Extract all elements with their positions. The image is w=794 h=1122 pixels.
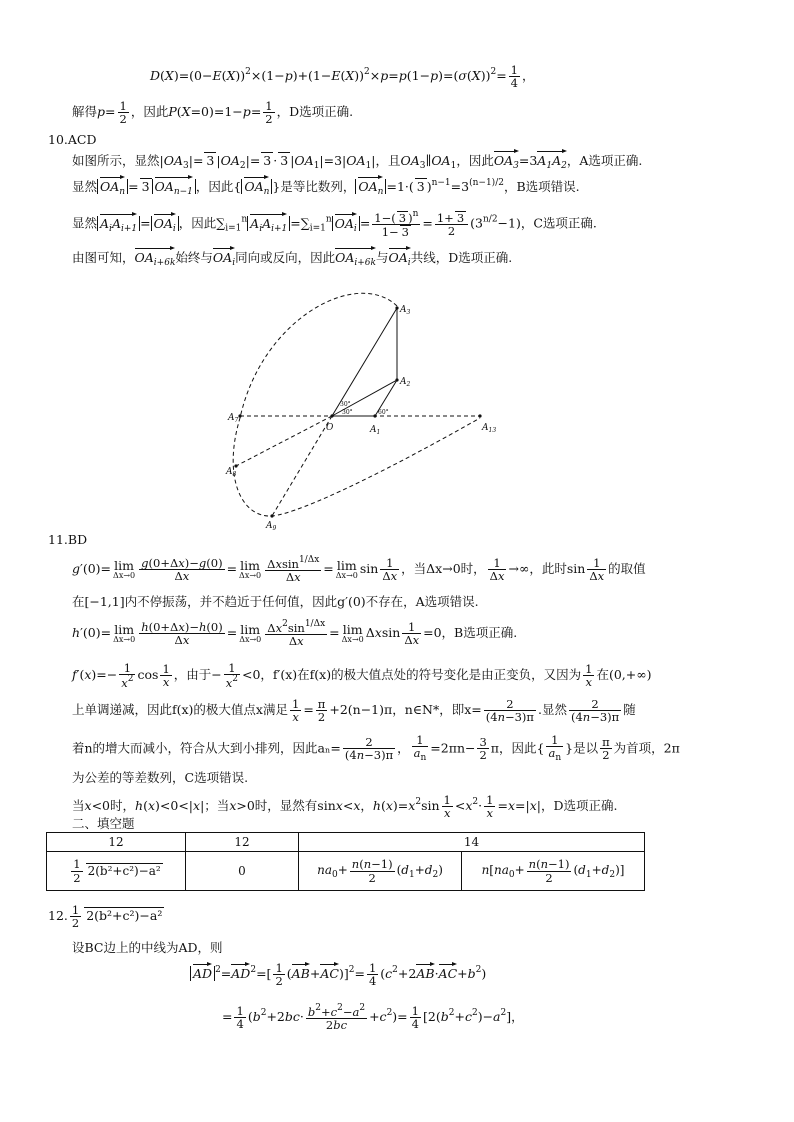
label-a7: $A_7$	[228, 413, 239, 424]
point-a8	[234, 464, 237, 467]
spiral-figure	[222, 278, 522, 538]
label-a8: $A_8$	[226, 467, 237, 478]
q10-line4: 由图可知，$OA_{i+6k}$始终与$OA_i$同向或反向，因此$OA_{i+6k}$与$OA_i$共线，D选项正确.	[72, 250, 513, 268]
section9-formula: $D(X)=(0-E(X))^2\times(1-p)+(1-E(X))^2\times p=p(1-p)=(\sigma(X))^2=$ $\frac{1}{4}$ ，	[150, 63, 535, 91]
table-answer-row	[47, 852, 645, 891]
angle-label-1: 30°	[340, 401, 351, 408]
angle-label-3: 60°	[378, 409, 389, 416]
angle-label-2: 30°	[342, 409, 353, 416]
q10-line3: 显然 $A_iA_{i+1} = OA_i$ ，因此$\sum_{i=1}^n$ $A_iA_{i+1} =\sum_{i=1}^n$ $OA_i$ = $\frac{1-( 3 )^n}{1- 3}$ = $\frac{1+ 3}{2}$ $(3^{n/2}-1)$，C选项正确.	[72, 209, 597, 240]
answer-table	[46, 832, 645, 891]
header-cell-14: 14	[299, 833, 645, 852]
answer-cell-14b: $n[na_0+$ $\frac{n(n-1)}{2}$ $(d_1+d_2)$]	[462, 852, 645, 891]
point-a7	[238, 414, 241, 417]
q11-line8: 当x<0时，h(x)<0<|x|；当x>0时，显然有sinx<x，$h(x)=x^2\sin$ $\frac{1}{x}$ $<x^2\cdot$ $\frac{1}{x}$ =x=|x|，D选项正确.	[72, 793, 618, 821]
label-o: O	[326, 423, 334, 433]
point-a9	[270, 514, 273, 517]
label-a3: $A_3$	[400, 305, 411, 316]
q11-line1: g′(0)= lim Δx→0 $\frac{g(0+\Delta x)-g(0)}{\Delta x}$ = lim Δx→0 $\frac{\Delta xsin^{1/\Delta x}}{\Delta x}$ = lim Δx→0 sin $\frac{1}{\Delta x}$ ，当Δx→0时， $\frac{1}{\Delta x}$ →∞，此时sin $\frac{1}{\Delta x}$ 的取值	[72, 555, 646, 585]
answer-cell-12b: 0	[186, 852, 299, 891]
section9-solve: 解得p= $\frac{1}{2}$ ，因此P(X=0)=1−p= $\frac{1}{2}$ ，D选项正确.	[72, 99, 354, 127]
label-a2: $A_2$	[400, 377, 411, 388]
q10-line1: 如图所示，显然$|OA_3|= 3$ $|OA_2|= 3 \cdot 3$ $|OA_1|=3|OA_1|$，且$OA_3\parallel OA_1$，因此$OA_3=3A_1A_2$，A选项正确.	[72, 153, 643, 171]
dashed-line-o-a9	[272, 416, 332, 516]
label-a1: $A_1$	[370, 425, 381, 436]
q11-line5: 上单调递减，因此f(x)的极大值点x满足 $\frac{1}{x}$ = $\frac{\pi}{2}$ +2(n−1)π，n∈N*，即x= $\frac{2}{(4n-3)\pi}$ .显然 $\frac{2}{(4n-3)\pi}$ 随	[72, 697, 636, 725]
answer-cell-14a: $na_0+$ $\frac{n(n-1)}{2}$ $(d_1+d_2)$	[299, 852, 462, 891]
q11-line6: 着n的增大而减小，符合从大到小排列，因此aₙ= $\frac{2}{(4n-3)\pi}$ ， $\frac{1}{a_n}$ =2πn− $\frac{3}{2}$ π，因此{ $\frac{1}{a_n}$ }是以 $\frac{\pi}{2}$ 为首项，2π	[72, 733, 680, 764]
header-cell-12b: 12	[186, 833, 299, 852]
label-a9: $A_9$	[266, 521, 277, 532]
point-o	[330, 414, 333, 417]
q11-line7: 为公差的等差数列，C选项错误.	[72, 770, 249, 785]
dashed-line-o-a8	[236, 416, 332, 466]
q11-heading: 11.BD	[48, 532, 88, 547]
header-cell-12a: 12	[47, 833, 186, 852]
q10-line2: 显然 $OA_n = 3$ $OA_{n-1}$ ，因此{ $OA_n$ }是等比数列， $OA_n =1\cdot$( 3 )$^{n-1}=3^{(n-1)/2}$，B选项错误.	[72, 178, 580, 197]
q12-line1: 设BC边上的中线为AD，则	[72, 940, 223, 955]
point-a3	[395, 306, 398, 309]
point-a13	[478, 414, 481, 417]
table-header-row	[47, 833, 645, 852]
q11-line3: h′(0)= lim Δx→0 $\frac{h(0+\Delta x)-h(0)}{\Delta x}$ = lim Δx→0 $\frac{\Delta x^2\sin^{1/\Delta x}}{\Delta x}$ = lim Δx→0 Δxsin $\frac{1}{\Delta x}$ =0，B选项正确.	[72, 619, 518, 649]
point-a2	[395, 378, 398, 381]
q10-heading: 10.ACD	[48, 132, 97, 147]
q12-line2: AD $^2=AD^2=$[ $\frac{1}{2}$ (AB+AC)]$^2$= $\frac{1}{4}$ $(c^2+2AB\cdot AC+b^2)$	[190, 962, 486, 987]
q11-line2: 在[−1,1]内不停振荡，并不趋近于任何值，因此g′(0)不存在，A选项错误.	[72, 594, 479, 609]
label-a13: $A_{13}$	[482, 423, 497, 434]
q11-line4: f′(x)=− $\frac{1}{x^2}$ cos $\frac{1}{x}$ ，由于− $\frac{1}{x^2}$ <0，f′(x)在f(x)的极大值点处的符号变化是由正变负，又因为 $\frac{1}{x}$ 在(0,+∞)	[72, 661, 652, 691]
dashed-spiral-curve	[233, 293, 480, 516]
segment-o-a3	[332, 308, 397, 416]
point-a1	[373, 414, 376, 417]
q12-line3: = $\frac{1}{4}$ ($b^2+2bc\cdot$ $\frac{b^2+c^2-a^2}{2bc}$ $+c^2)=$ $\frac{1}{4}$ $[2(b^2+c^2)-a^2]$，	[222, 1003, 524, 1033]
fill-heading: 二、填空题	[72, 816, 135, 831]
answer-cell-12a: $\frac{1}{2}$ 2(b²+c²)−a²	[47, 852, 186, 891]
q12-heading: 12. $\frac{1}{2}$ 2(b²+c²)−a²	[48, 903, 163, 931]
